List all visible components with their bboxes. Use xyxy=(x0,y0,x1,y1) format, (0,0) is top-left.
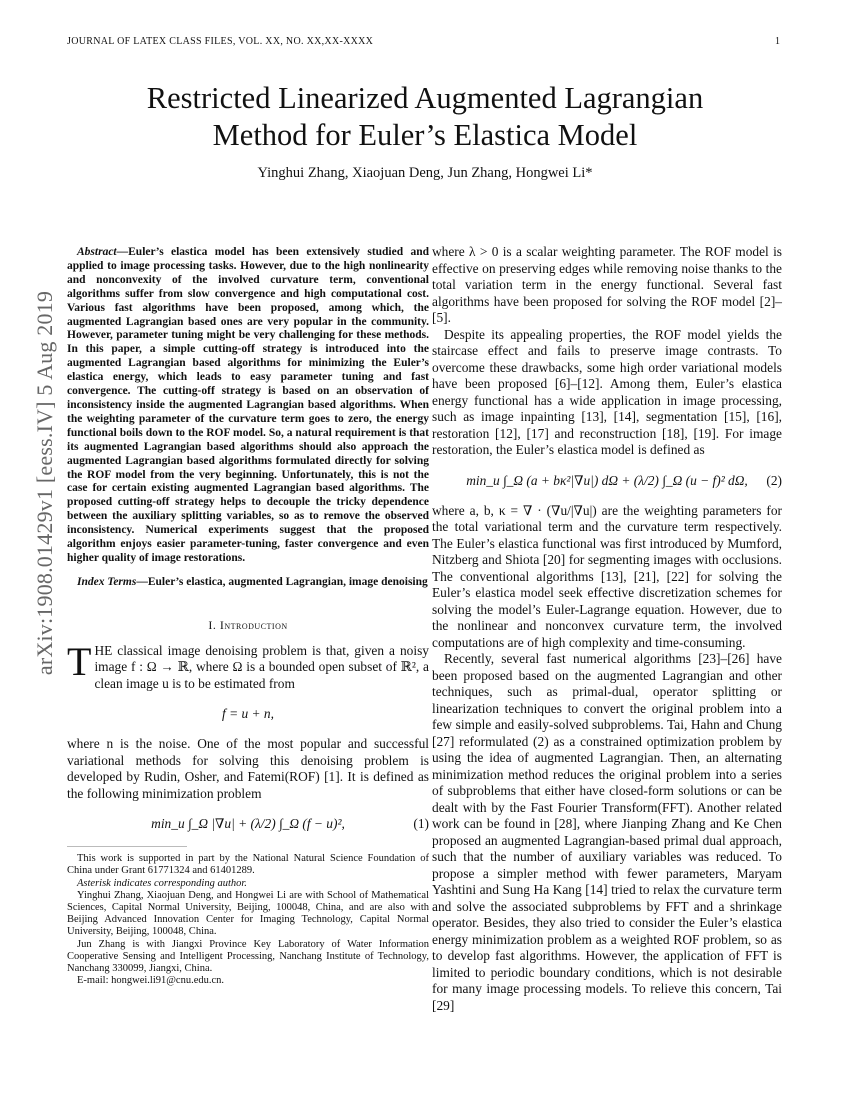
page-number: 1 xyxy=(775,36,781,47)
equation-2-number: (2) xyxy=(766,472,782,488)
equation-1-number: (1) xyxy=(413,816,429,832)
right-paragraph-1: where λ > 0 is a scalar weighting parameter. The ROF model is effective on preserving edges while removing noise thanks to the total variation term in the energy functional. Several fast algorithms have been proposed for solving the ROF model [2]–[5]. xyxy=(432,244,782,325)
abstract-text: —Euler’s elastica model has been extensively studied and applied to image processing tasks. However, due to the high nonlinearity and nonconvexity of the involved curvature term, conventional algorithms suffer from slow convergence and high computational cost. Various fast algorithms have been proposed, among which, the augmented Lagrangian based ones are very popular in the community. However, parameter tuning might be very challenging for these methods. In this paper, a simple cutting-off strategy is introduced into the augmented Lagrangian based algorithms for minimizing the Euler’s elastica energy, which leads to easy parameter tuning and fast convergence. The cutting-off strategy is based on an observation of inconsistency inside the augmented Lagrangian based algorithms. When the weighting parameter of the curvature term goes to zero, the energy functional boils down to the ROF model. So, a natural requirement is that its augmented Lagrangian based algorithms should also approach the augmented Lagrangian based algorithms formulated directly for solving the ROF model from the very beginning. Unfortunately, this is not the case for certain existing augmented Lagrangian based algorithms. The proposed cutting-off strategy helps to decouple the tricky dependence between the auxiliary splitting variables, so as to remove the observed inconsistency. Numerical experiments suggest that the proposed algorithm enjoys easier parameter-tuning, faster convergence and even higher quality of image restorations. xyxy=(67,246,429,564)
section-heading xyxy=(67,618,429,633)
index-terms xyxy=(67,576,429,590)
footnote-asterisk: Asterisk indicates corresponding author. xyxy=(77,877,247,889)
right-paragraph-2: Despite its appealing properties, the ROF model yields the staircase effect and fails to preserve image contrasts. To overcome these drawbacks, some high order variational models have been proposed [6]–[12]. Among them, Euler’s elastica energy functional has a wide application in image processing, such as image inpainting [13], [14], segmentation [15], [16], restoration [12], [17] and reconstruction [18], [19]. For image restoration, the Euler’s elastica model is defined as xyxy=(432,326,782,457)
abstract xyxy=(67,246,429,566)
title-line-2: Method for Euler’s Elastica Model xyxy=(212,118,638,152)
equation-noise-model: f = u + n, xyxy=(222,706,274,722)
footnote-affiliation-1: Yinghui Zhang, Xiaojuan Deng, and Hongwei Li are with School of Mathematical Sciences, Capital Normal University, Beijing, 100048, China, and are also with Beijing Advanced Innovation Center for Imaging Technology, Capital Normal University, Beijing, 100048, China. xyxy=(67,889,429,938)
title-line-1: Restricted Linearized Augmented Lagrangian xyxy=(146,81,704,115)
right-paragraph-3: where a, b, κ = ∇ · (∇u/|∇u|) are the weighting parameters for the total variational term and the curvature term respectively. The Euler’s elastica functional was first introduced by Mumford, Nitzberg and Shiota [20] for segmenting images with occlusions. The conventional algorithms [13], [21], [22] for solving the Euler’s elastica model seek effective discretization schemes for solving the model’s Euler-Lagrange equation. However, due to the nonlinear and nonconvex curvature term, the involved computations are of high complexity and time-consuming. xyxy=(432,502,782,650)
equation-2-body: min_u ∫_Ω (a + bκ²|∇u|) dΩ + (λ/2) ∫_Ω (u − f)² dΩ, xyxy=(466,472,748,488)
drop-cap: T xyxy=(67,638,92,684)
right-column xyxy=(432,244,782,1014)
intro-paragraph-1 xyxy=(67,638,429,693)
right-paragraph-4: Recently, several fast numerical algorithms [23]–[26] have been proposed based on the augmented Lagrangian and other techniques, such as primal-dual, operator splitting or linearization techniques to convert the original problem into a few simple and easily-solved subproblems. Tai, Hahn and Chung [27] reformulated (2) as a constrained optimization problem by using the idea of augmented Lagrangian. Then, an alternating minimization method reduces the original problem into a series of subproblems that either have closed-form solutions or can be dealt with by the Fast Fourier Transform(FFT). Another related work can be found in [28], where Jianping Zhang and Ke Chen proposed an augmented Lagrangian-based primal dual approach, such that the number of auxiliary variables was reduced. To propose a simpler method with fewer parameters, Maryam Yashtini and Sung Ha Kang [14] tried to relax the curvature term and solve the associated subproblems by FFT and a shrinkage operator. Besides, they also tried to consider the Euler’s elastica energy minimization problem as a weighted ROF problem, so as to develop fast algorithms. However, the application of FFT is limited to periodic boundary conditions, which is not desirable for many image processing models. To relieve this concern, Tai [29] xyxy=(432,651,782,1013)
footnote-email: E-mail: hongwei.li91@cnu.edu.cn. xyxy=(77,975,225,987)
footnote-affiliation-2: Jun Zhang is with Jiangxi Province Key Laboratory of Water Information Cooperative Sensing and Intelligent Processing, Nanchang Institute of Technology, Nanchang 330099, Jiangxi, China. xyxy=(67,938,429,975)
abstract-label: Abstract xyxy=(77,246,117,258)
equation-1-body: min_u ∫_Ω |∇u| + (λ/2) ∫_Ω (f − u)², xyxy=(151,816,345,832)
author-list: Yinghui Zhang, Xiaojuan Deng, Jun Zhang, Hongwei Li* xyxy=(257,165,593,181)
arxiv-stamp: arXiv:1908.01429v1 [eess.IV] 5 Aug 2019 xyxy=(32,290,57,676)
intro-text-1: HE classical image denoising problem is that, given a noisy image f : Ω → ℝ, where Ω is a bounded open subset of ℝ², a clean image u is to be estimated from xyxy=(94,642,429,691)
footnotes xyxy=(67,853,429,987)
footnote-rule xyxy=(67,846,187,847)
intro-paragraph-2: where n is the noise. One of the most popular and successful variational methods for solving this denoising problem is developed by Rudin, Osher, and Fatemi(ROF) [1]. It is defined as the following minimization problem xyxy=(67,736,429,801)
equation-2 xyxy=(432,473,782,489)
left-column xyxy=(67,246,429,987)
equation-1 xyxy=(67,816,429,832)
section-title: Introduction xyxy=(219,617,288,632)
index-terms-text: —Euler’s elastica, augmented Lagrangian, image denoising xyxy=(136,575,428,588)
running-header: JOURNAL OF LATEX CLASS FILES, VOL. XX, NO. XX,XX-XXXX xyxy=(67,36,374,47)
footnote-funding: This work is supported in part by the National Natural Science Foundation of China under Grant 61771324 and 61401289. xyxy=(67,853,429,877)
index-terms-label: Index Terms xyxy=(77,575,137,588)
section-number: I. xyxy=(208,617,220,632)
paper-title xyxy=(0,80,850,154)
